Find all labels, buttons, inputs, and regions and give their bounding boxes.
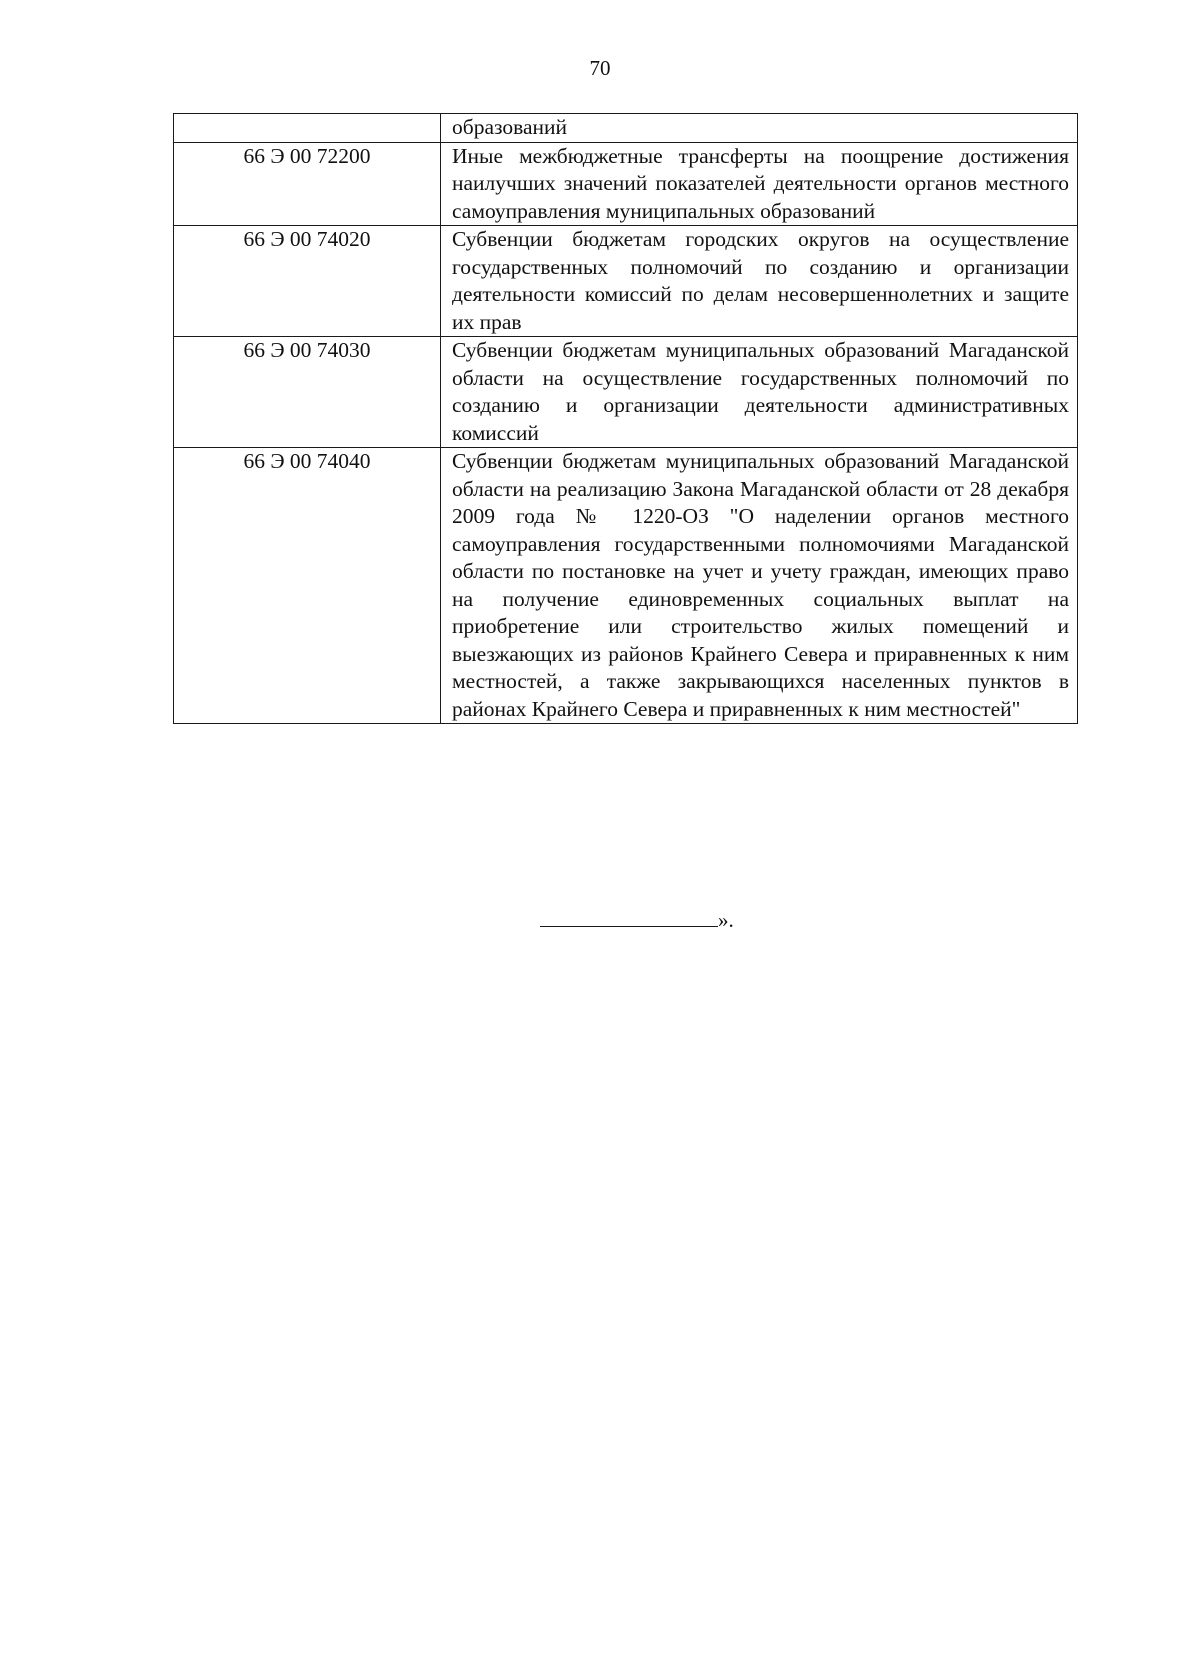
closing-quote-mark: ». <box>718 908 734 932</box>
table-row <box>174 337 1078 448</box>
budget-code-cell: 66 Э 00 74040 <box>174 448 441 724</box>
description-cell: Субвенции бюджетам муниципальных образований Магаданской области на реализацию Закона Магаданской области от 28 декабря 2009 года № 1220-ОЗ "О наделении органов местного самоуправления государственными полномочиями Магаданской области по постановке на учет и учету граждан, имеющих право на получение единовременных социальных выплат на приобретение или строительство жилых помещений и выезжающих из районов Крайнего Севера и приравненных к ним местностей, а также закрывающихся населенных пунктов в районах Крайнего Севера и приравненных к ним местностей" <box>441 448 1078 724</box>
description-cell: образований <box>441 114 1078 143</box>
budget-classification-table <box>173 113 1078 724</box>
budget-code-cell <box>174 114 441 143</box>
page-number: 70 <box>589 56 611 80</box>
budget-code-cell: 66 Э 00 72200 <box>174 142 441 226</box>
budget-code-cell: 66 Э 00 74030 <box>174 337 441 448</box>
budget-code-cell: 66 Э 00 74020 <box>174 226 441 337</box>
description-cell: Иные межбюджетные трансферты на поощрение достижения наилучших значений показателей деятельности органов местного самоуправления муниципальных образований <box>441 142 1078 226</box>
description-cell: Субвенции бюджетам городских округов на осуществление государственных полномочий по созданию и организации деятельности комиссий по делам несовершеннолетних и защите их прав <box>441 226 1078 337</box>
description-cell: Субвенции бюджетам муниципальных образований Магаданской области на осуществление государственных полномочий по созданию и организации деятельности административных комиссий <box>441 337 1078 448</box>
closing-line <box>540 908 734 932</box>
table-row <box>174 448 1078 724</box>
table-row <box>174 226 1078 337</box>
signature-underline <box>540 908 718 927</box>
table-row <box>174 142 1078 226</box>
table-row <box>174 114 1078 143</box>
